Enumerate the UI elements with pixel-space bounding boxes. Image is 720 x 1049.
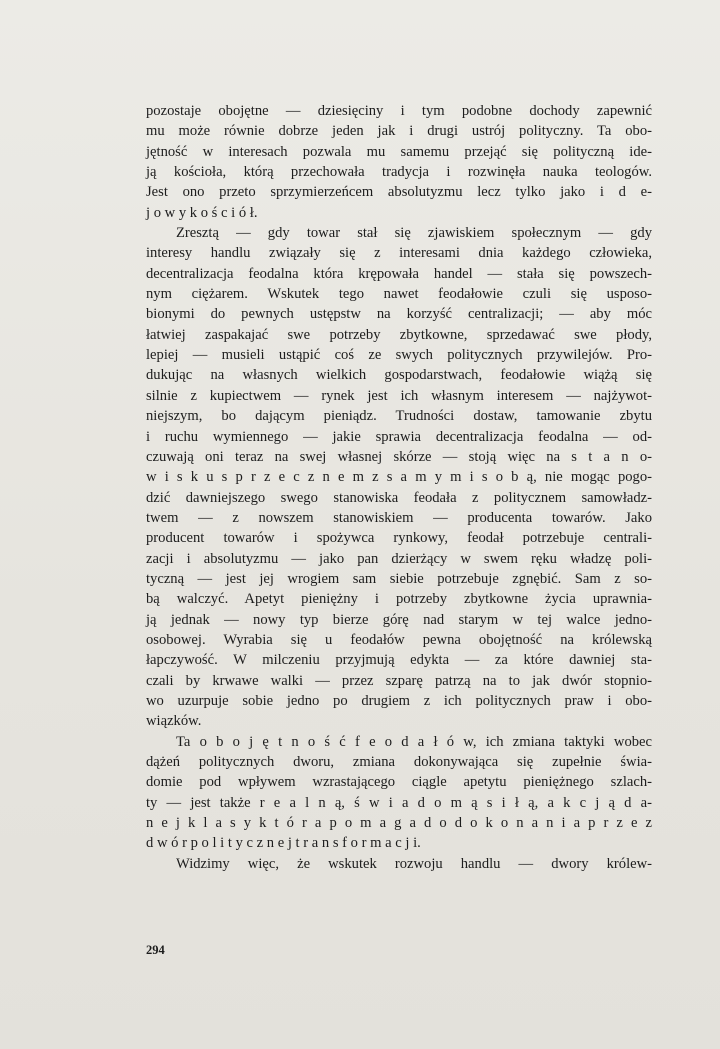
text-line: jętność w interesach pozwala mu samemu przejąć się polityczną ide- [146, 143, 652, 160]
text-line: wiązków. [146, 713, 202, 730]
text-line: twem — z nowszem stanowiskiem — producenta towarów. Jako [146, 509, 652, 526]
text-line: interesy handlu związały się z interesami dnia każdego człowieka, [146, 245, 652, 262]
text-line: j o w y k o ś c i ó ł. [146, 204, 258, 221]
text-line: lepiej — musieli ustąpić coś ze swych politycznych przywilejów. Pro- [146, 347, 652, 364]
text-line: nym ciężarem. Wskutek tego nawet feodałowie czuli się usposo- [146, 286, 652, 303]
text-line: ją jednak — nowy typ bierze górę nad starym w tej walce jedno- [146, 611, 652, 628]
text-line: czuwają oni teraz na swej własnej skórze — stoją więc na s t a n o- [146, 448, 652, 465]
text-line: mu może równie dobrze jeden jak i drugi ustrój polityczny. Ta obo- [146, 123, 652, 140]
text-line: bą walczyć. Apetyt pieniężny i potrzeby zbytkowne życia uprawnia- [146, 591, 652, 608]
text-line: dukując na własnych wielkich gospodarstwach, feodałowie wiążą się [146, 367, 652, 384]
text-line: tyczną — jest jej wrogiem sam siebie potrzebuje zgnębić. Sam z so- [146, 570, 652, 587]
text-line: pozostaje obojętne — dziesięciny i tym podobne dochody zapewnić [146, 103, 652, 119]
text-line: czali by krwawe walki — przez szparę patrzą na to jak dwór stopnio- [146, 672, 652, 689]
text-line: łapczywość. W milczeniu przyjmują edykta — za które dawniej sta- [146, 652, 652, 669]
text-line: bionymi do pewnych ustępstw na korzyść centralizacji; — aby móc [146, 306, 652, 323]
text-line: i ruchu wymiennego — jakie sprawia decentralizacja feodalna — od- [146, 428, 652, 445]
text-line: ty — jest także r e a l n ą, ś w i a d o m ą s i ł ą, a k c j ą d a- [146, 794, 652, 811]
paragraph-start: Zresztą — gdy towar stał się zjawiskiem społecznym — gdy [176, 225, 652, 242]
page-number: 294 [146, 943, 165, 957]
text-line: osobowej. Wyrabia się u feodałów pewna obojętność na królewską [146, 631, 652, 648]
text-line: ją kościoła, którą przechowała tradycja i rozwinęła nauka teologów. [146, 164, 652, 181]
text-line: n e j k l a s y k t ó r a p o m a g a d o d o k o n a n i a p r z e z [146, 815, 652, 832]
text-line: Jest ono przeto sprzymierzeńcem absolutyzmu lecz tylko jako i d e- [146, 184, 652, 201]
text-line: d w ó r p o l i t y c z n e j t r a n s f o r m a c j i. [146, 835, 421, 852]
text-line: zacji i absolutyzmu — jako pan dzierżący w swem ręku władzę poli- [146, 550, 652, 567]
text-line: producent towarów i spożywca rynkowy, feodał potrzebuje centrali- [146, 530, 652, 547]
text-line: silnie z kupiectwem — rynek jest ich własnym interesem — najżywot- [146, 387, 652, 404]
body-text [146, 101, 652, 874]
text-line: wo uzurpuje sobie jedno po drugiem z ich politycznych praw i obo- [146, 692, 652, 709]
paragraph-start: Widzimy więc, że wskutek rozwoju handlu — dwory królew- [176, 855, 652, 872]
paragraph-start: Ta o b o j ę t n o ś ć f e o d a ł ó w, ich zmiana taktyki wobec [176, 733, 652, 750]
text-line: łatwiej zaspakajać swe potrzeby zbytkowne, sprzedawać swe płody, [146, 326, 652, 343]
text-line: dążeń politycznych dworu, zmiana dokonywająca się zupełnie świa- [146, 754, 652, 770]
text-line: decentralizacja feodalna która krępowała handel — stała się powszech- [146, 265, 652, 282]
text-line: niejszym, bo dającym pieniądz. Trudności dostaw, tamowanie zbytu [146, 408, 652, 425]
text-line: domie pod wpływem wzrastającego ciągle apetytu pieniężnego szlach- [146, 774, 652, 791]
text-line: dzić dawniejszego swego stanowiska feodała z politycznem samowładz- [146, 489, 652, 506]
text-line: w i s k u s p r z e c z n e m z s a m y m i s o b ą, nie mogąc pogo- [146, 469, 652, 486]
